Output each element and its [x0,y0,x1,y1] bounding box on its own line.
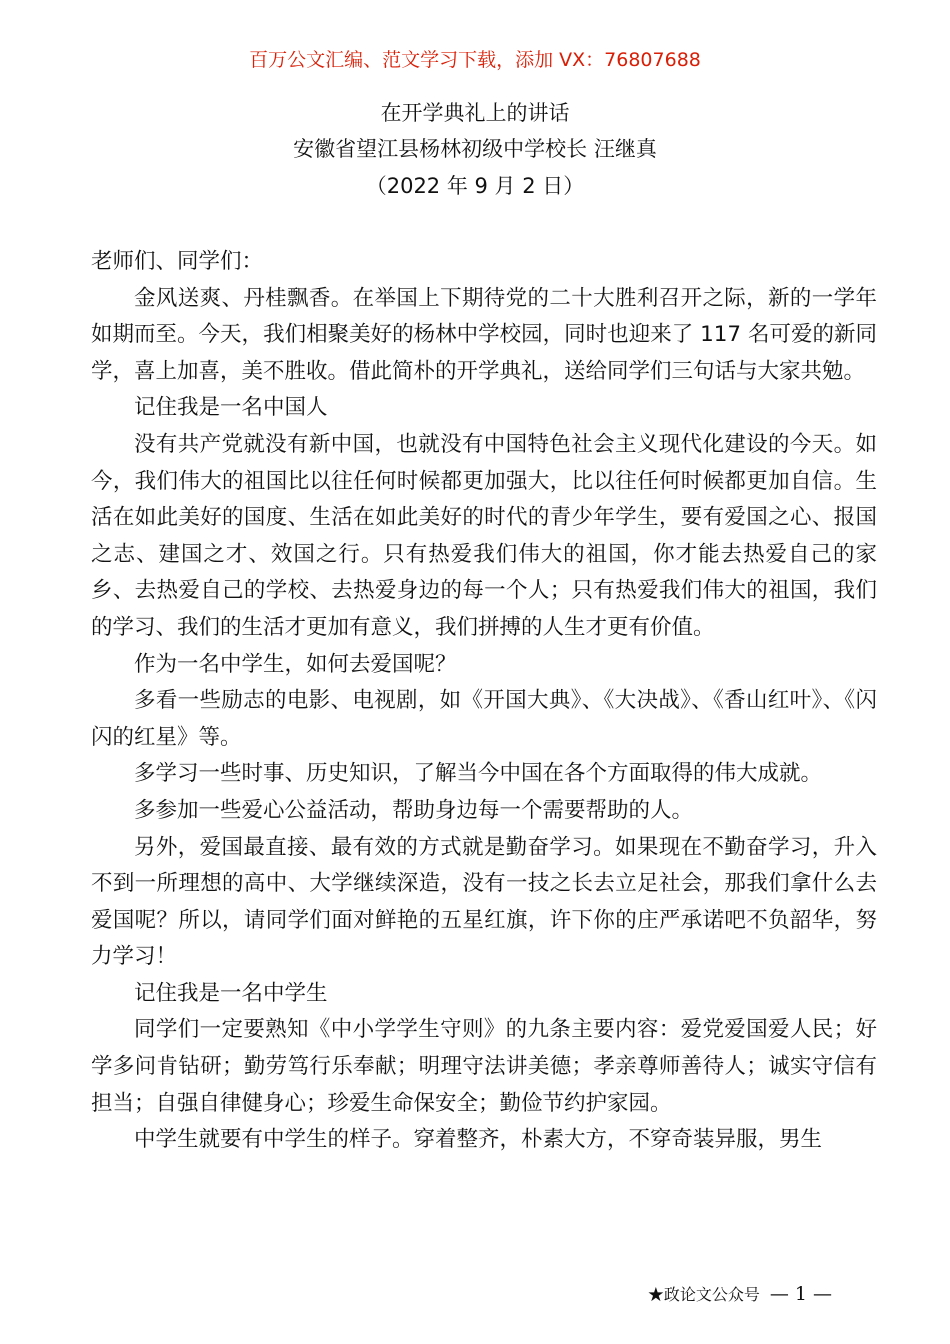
section-heading: 记住我是一名中学生 [134,980,328,1006]
promo-banner: 百万公文汇编、范文学习下载，添加 VX：76807688 [249,49,701,71]
body-paragraph: 多参加一些爱心公益活动，帮助身边每一个需要帮助的人。 [134,797,694,823]
body-paragraph: 金风送爽、丹桂飘香。在举国上下期待党的二十大胜利召开之际，新的一学年如期而至。今天，我们相聚美好的杨林中学校园，同时也迎来了 117 名可爱的新同学，喜上加喜，美不胜收。借此简朴的开学典礼，送给同学们三句话与大家共勉。 [91,285,877,384]
footer-source: ★政论文公众号 [647,1285,760,1304]
speech-body [91,244,877,1159]
body-paragraph: 中学生就要有中学生的样子。穿着整齐，朴素大方，不穿奇装异服，男生 [134,1127,823,1153]
body-paragraph: 多学习一些时事、历史知识，了解当今中国在各个方面取得的伟大成就。 [134,761,823,787]
speech-title: 在开学典礼上的讲话 [380,101,570,125]
body-paragraph: 没有共产党就没有新中国，也就没有中国特色社会主义现代化建设的今天。如今，我们伟大的祖国比以往任何时候都更加强大，比以往任何时候都更加自信。生活在如此美好的国度、生活在如此美好的时代的青少年学生，要有爱国之心、报国之志、建国之才、效国之行。只有热爱我们伟大的祖国，你才能去热爱自己的家乡、去热爱自己的学校、去热爱身边的每一个人；只有热爱我们伟大的祖国，我们的学习、我们的生活才更加有意义，我们拼搏的人生才更有价值。 [91,431,877,640]
speech-date: （2022 年 9 月 2 日） [365,174,585,198]
body-paragraph: 同学们一定要熟知《中小学学生守则》的九条主要内容：爱党爱国爱人民；好学多问肯钻研；勤劳笃行乐奉献；明理守法讲美德；孝亲尊师善待人；诚实守信有担当；自强自律健身心；珍爱生命保安全；勤俭节约护家园。 [91,1017,877,1116]
speech-author: 安徽省望江县杨林初级中学校长 汪继真 [293,137,657,161]
page-footer [648,1282,832,1307]
section-heading: 记住我是一名中国人 [134,395,328,421]
body-paragraph: 作为一名中学生，如何去爱国呢？ [134,651,457,677]
page-number: — 1 — [769,1283,832,1305]
body-paragraph: 另外，爱国最直接、最有效的方式就是勤奋学习。如果现在不勤奋学习，升入不到一所理想的高中、大学继续深造，没有一技之长去立足社会，那我们拿什么去爱国呢？所以，请同学们面对鲜艳的五星红旗，许下你的庄严承诺吧不负韶华，努力学习！ [91,834,877,970]
salutation: 老师们、同学们： [91,249,264,274]
body-paragraph: 多看一些励志的电影、电视剧，如《开国大典》、《大决战》、《香山红叶》、《闪闪的红星》等。 [91,688,877,750]
